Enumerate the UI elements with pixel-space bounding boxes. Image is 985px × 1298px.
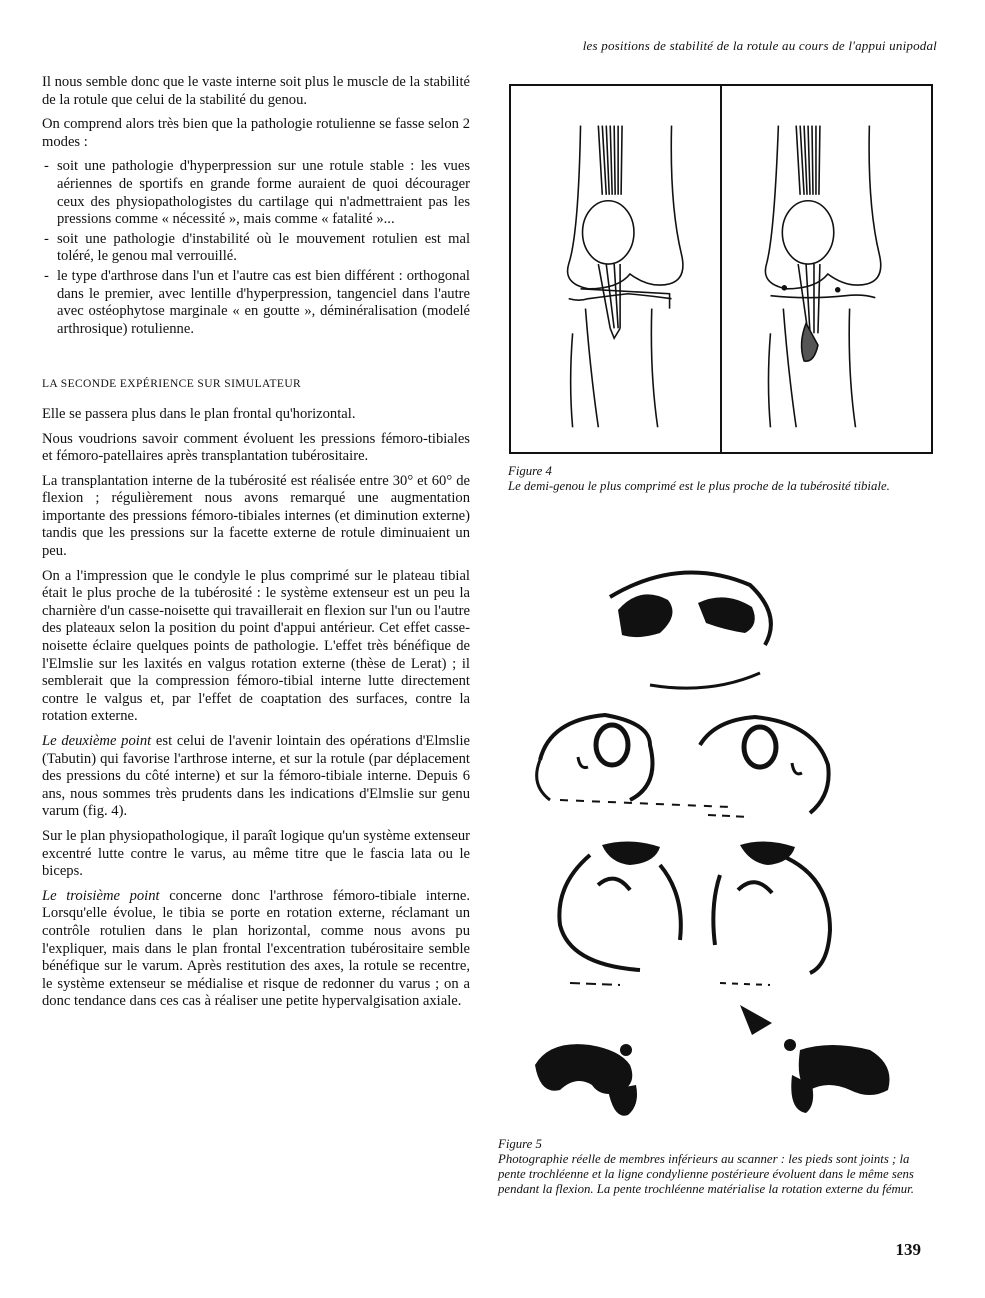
figure-5-caption	[498, 1137, 930, 1197]
figure-4-caption-text: Le demi-genou le plus comprimé est le plus proche de la tubérosité tibiale.	[508, 479, 890, 493]
bullet-list	[42, 158, 470, 338]
scanner-sections	[510, 545, 920, 1125]
section-title: LA SECONDE EXPÉRIENCE SUR SIMULATEUR	[42, 378, 302, 391]
paragraph-9	[42, 888, 470, 1011]
paragraph-9-lead: Le troisième point	[42, 887, 160, 904]
paragraph-6: On a l'impression que le condyle le plus comprimé sur le plateau tibial était le plus proche de la tubérosité : le système extenseur est un peu la charnière d'un casse-noisette qui travaillerait en flexion sur l'un ou l'autre des plateaux selon la position du point d'appui antérieur. Cet effet casse-noisette éclaire quelques points de pathologie. L'effet très bénéfique de l'Elmslie sur les laxités en valgus rotation externe (thèse de Lerat) ; il semblerait que la compression fémoro-tibial interne lutte directement contre le valgus et, par l'effet de coaptation des surfaces, contre la rotation externe.	[42, 567, 470, 725]
bullet-item-3: - le type d'arthrose dans l'un et l'autre cas est bien différent : orthogonal dans le premier, avec lentille d'hyperpression, tangenciel dans l'autre avec ostéophytose marginale « en goutte », déminéralisation (modelé arthrosique) rotulienne.	[42, 268, 470, 338]
left-column	[42, 74, 470, 1018]
figure-4-diagram	[509, 84, 933, 454]
paragraph-7-lead: Le deuxième point	[42, 733, 152, 749]
scan-section-1	[610, 573, 771, 689]
knee-right	[765, 126, 880, 428]
bullet-item-2: - soit une pathologie d'instabilité où le mouvement rotulien est mal toléré, le genou mal verrouillé.	[42, 231, 470, 266]
figure-4-caption	[508, 464, 928, 494]
knee-drawings	[511, 86, 931, 452]
figure-5-caption-text: Photographie réelle de membres inférieurs au scanner : les pieds sont joints ; la pente trochléenne et la ligne condylienne postérieure évoluent dans le même sens pendant la flexion. La pente trochléenne matérialise la rotation externe du fémur.	[498, 1152, 914, 1196]
figure-5-label: Figure 5	[498, 1137, 542, 1151]
paragraph-1: Il nous semble donc que le vaste interne soit plus le muscle de la stabilité de la rotule que celui de la stabilité du genou.	[42, 74, 470, 108]
scan-section-3	[559, 841, 830, 985]
paragraph-5: La transplantation interne de la tubérosité est réalisée entre 30° et 60° de flexion ; régulièrement nous avons remarqué une augmentation importante des pressions fémoro-tibiales internes (et diminution externe) tandis que les pressions sur la facette externe de rotule diminuaient un peu.	[42, 472, 470, 560]
figure-5-scan	[510, 545, 920, 1125]
paragraph-2: On comprend alors très bien que la pathologie rotulienne se fasse selon 2 modes :	[42, 116, 470, 150]
bullet-item-1: - soit une pathologie d'hyperpression sur une rotule stable : les vues aériennes de sportifs en grande forme auraient de quoi décourager ceux des physiopathologistes du cartilage qui n'admettraient pas les pressions comme « nécessité », mais comme « fatalité »...	[42, 158, 470, 228]
paragraph-8: Sur le plan physiopathologique, il paraît logique qu'un système extenseur excentré lutte contre le varus, au même titre que le fascia lata ou le biceps.	[42, 827, 470, 880]
osteophyte	[802, 323, 818, 361]
paragraph-9-body: concerne donc l'arthrose fémoro-tibiale interne. Lorsqu'elle évolue, le tibia se porte en rotation externe, réclamant un contrôle rotulien dans le plan horizontal, comme nous avons pu l'expliquer, mais dans le plan frontal l'excentration tubérositaire semble bénéfique sur le varum. Après restitution des axes, la rotule se recentre, le système extenseur se médialise et risque de redonner du varus ; on a donc tendance dans ces cas à réaliser une petite hypervalgisation axiale.	[42, 887, 470, 1010]
scan-section-2	[537, 715, 829, 817]
paragraph-7	[42, 733, 470, 821]
scan-section-4	[535, 1005, 890, 1116]
paragraph-3: Elle se passera plus dans le plan frontal qu'horizontal.	[42, 405, 356, 422]
figure-4-label: Figure 4	[508, 464, 552, 478]
knee-left	[568, 126, 683, 428]
running-head: les positions de stabilité de la rotule au cours de l'appui unipodal	[582, 38, 937, 53]
page-number: 139	[895, 1240, 921, 1259]
paragraph-4: Nous voudrions savoir comment évoluent les pressions fémoro-tibiales et fémoro-patellaires après transplantation tubérositaire.	[42, 430, 470, 465]
paragraph-7-body: est celui de l'avenir lointain des opérations d'Elmslie (Tabutin) qui favorise l'arthrose interne, et sur la rotule (par déplacement des pressions du côté interne) et sur la fémoro-tibiale interne. Depuis 6 ans, nous sommes très prudents dans les indications d'Elmslie sur genu varum (fig. 4).	[42, 733, 470, 820]
